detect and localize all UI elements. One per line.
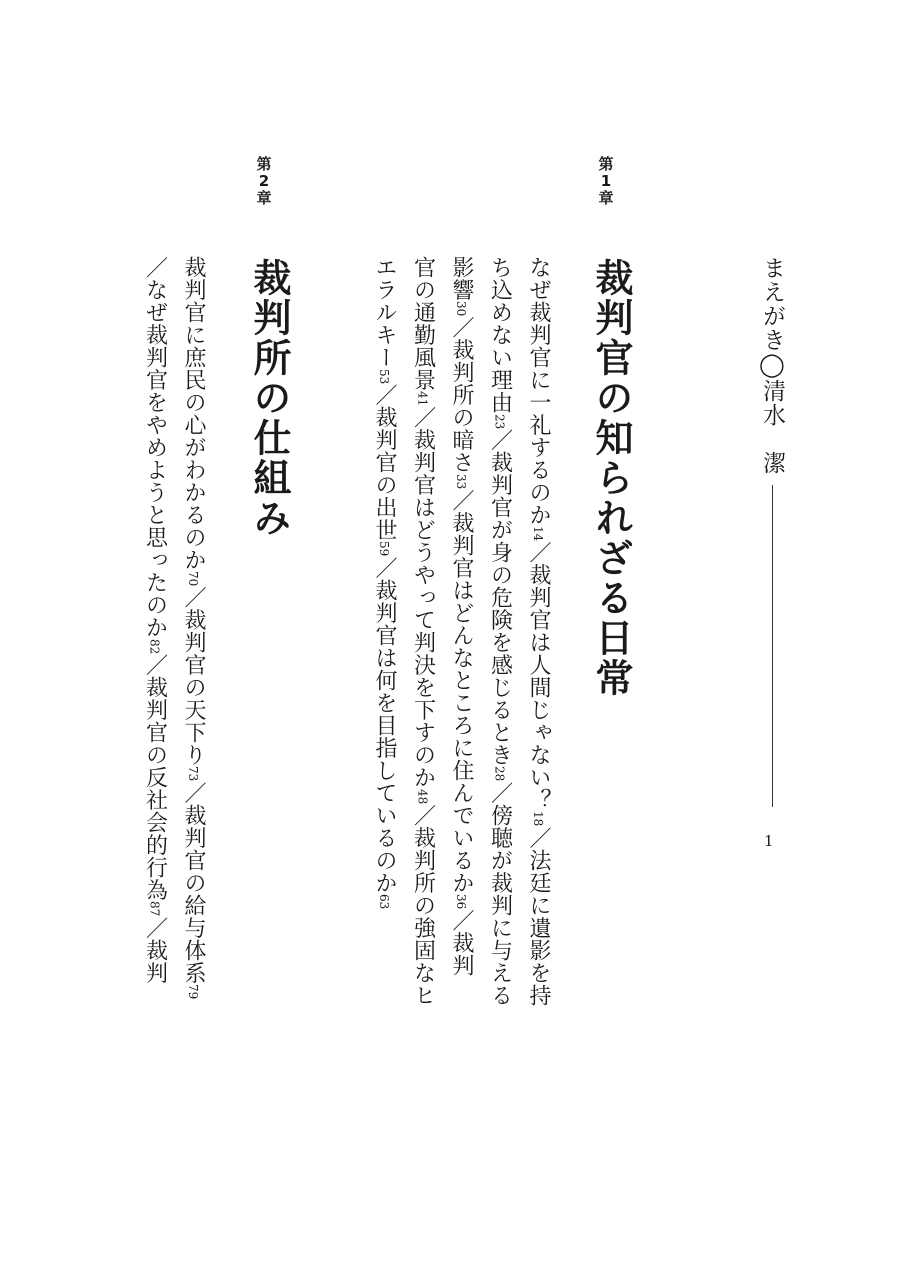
toc-page-number: 70 [186, 571, 200, 587]
toc-entry-text[interactable]: ／傍聴が裁判に与える [487, 781, 513, 1007]
maegaki-entry[interactable] [756, 256, 789, 836]
toc-line [135, 256, 174, 1136]
toc-line [403, 256, 442, 1136]
toc-entry-text[interactable]: ／裁判官はどうやって判決を下すのか [410, 406, 436, 789]
toc-entry-text[interactable]: ／裁判官はどんなところに住んでいるか [449, 489, 474, 895]
toc-page-number: 82 [147, 638, 162, 654]
toc-line [519, 256, 558, 1136]
toc-entry-text[interactable]: ／法廷に遺影を持 [526, 826, 551, 1007]
toc-entry-text[interactable]: ／なぜ裁判官をやめようと思ったのか [142, 256, 168, 639]
toc-page-number: 36 [454, 894, 468, 910]
toc-line [174, 256, 213, 1136]
toc-entry-text[interactable]: 影響 [449, 256, 474, 301]
toc-entry-text[interactable]: ／裁判 [142, 916, 168, 985]
toc-entry-text[interactable]: 官の通勤風景 [410, 256, 436, 391]
toc-entry-text[interactable]: なぜ裁判官に一礼するのか [526, 256, 551, 526]
chapter-1-title[interactable]: 裁判官の知られざる日常 [589, 258, 634, 698]
toc-entry-text[interactable]: 裁判官に庶民の心がわかるのか [181, 256, 206, 571]
toc-line [442, 256, 481, 1136]
toc-line [480, 256, 519, 1136]
page-number: 1 [764, 832, 774, 850]
toc-page-number: 23 [492, 413, 507, 429]
toc-entry-text[interactable]: ／裁判 [449, 909, 474, 977]
toc-entry-text[interactable]: エラルキー [372, 256, 397, 369]
toc-line [365, 256, 404, 1136]
toc-page-number: 48 [415, 788, 430, 805]
toc-page-number: 79 [186, 984, 200, 1000]
chapter-1-contents [362, 256, 557, 1136]
toc-page-number: 73 [186, 766, 200, 782]
toc-entry-text[interactable]: ／裁判官は何を目指しているのか [372, 556, 397, 895]
toc-page-number: 87 [147, 901, 162, 917]
toc-page-number: 14 [531, 526, 545, 542]
toc-entry-text[interactable]: ／裁判官の給与体系 [181, 781, 206, 985]
toc-page-number: 41 [415, 391, 430, 407]
chapter-2-label: 第 2 章 [256, 155, 272, 207]
leader-line [772, 485, 773, 807]
toc-entry-text[interactable]: ／裁判官が身の危険を感じるとき [487, 428, 513, 767]
toc-entry-text[interactable]: ／裁判所の強固なヒ [410, 804, 436, 1007]
toc-entry-text[interactable]: ／裁判官は人間じゃない？ [526, 541, 551, 812]
toc-page-number: 18 [531, 811, 545, 827]
toc-page-number: 33 [454, 473, 468, 490]
chapter-2-contents [132, 256, 212, 1136]
toc-page-number: 53 [377, 368, 391, 384]
toc-entry-text[interactable]: ち込めない理由 [487, 256, 513, 414]
toc-page-number: 63 [377, 894, 391, 910]
toc-entry-text[interactable]: ／裁判官の出世 [372, 383, 397, 542]
maegaki-text: まえがき◯清水 潔 [759, 256, 785, 475]
toc-entry-text[interactable]: ／裁判官の反社会的行為 [142, 653, 168, 902]
toc-page-number: 30 [454, 301, 468, 317]
toc-page-number: 28 [492, 766, 507, 782]
toc-entry-text[interactable]: ／裁判所の暗さ [449, 316, 474, 474]
toc-page-number: 59 [377, 541, 391, 557]
chapter-2-title[interactable]: 裁判所の仕組み [247, 258, 292, 538]
toc-entry-text[interactable]: ／裁判官の天下り [181, 586, 206, 767]
chapter-1-label: 第 1 章 [598, 155, 614, 207]
